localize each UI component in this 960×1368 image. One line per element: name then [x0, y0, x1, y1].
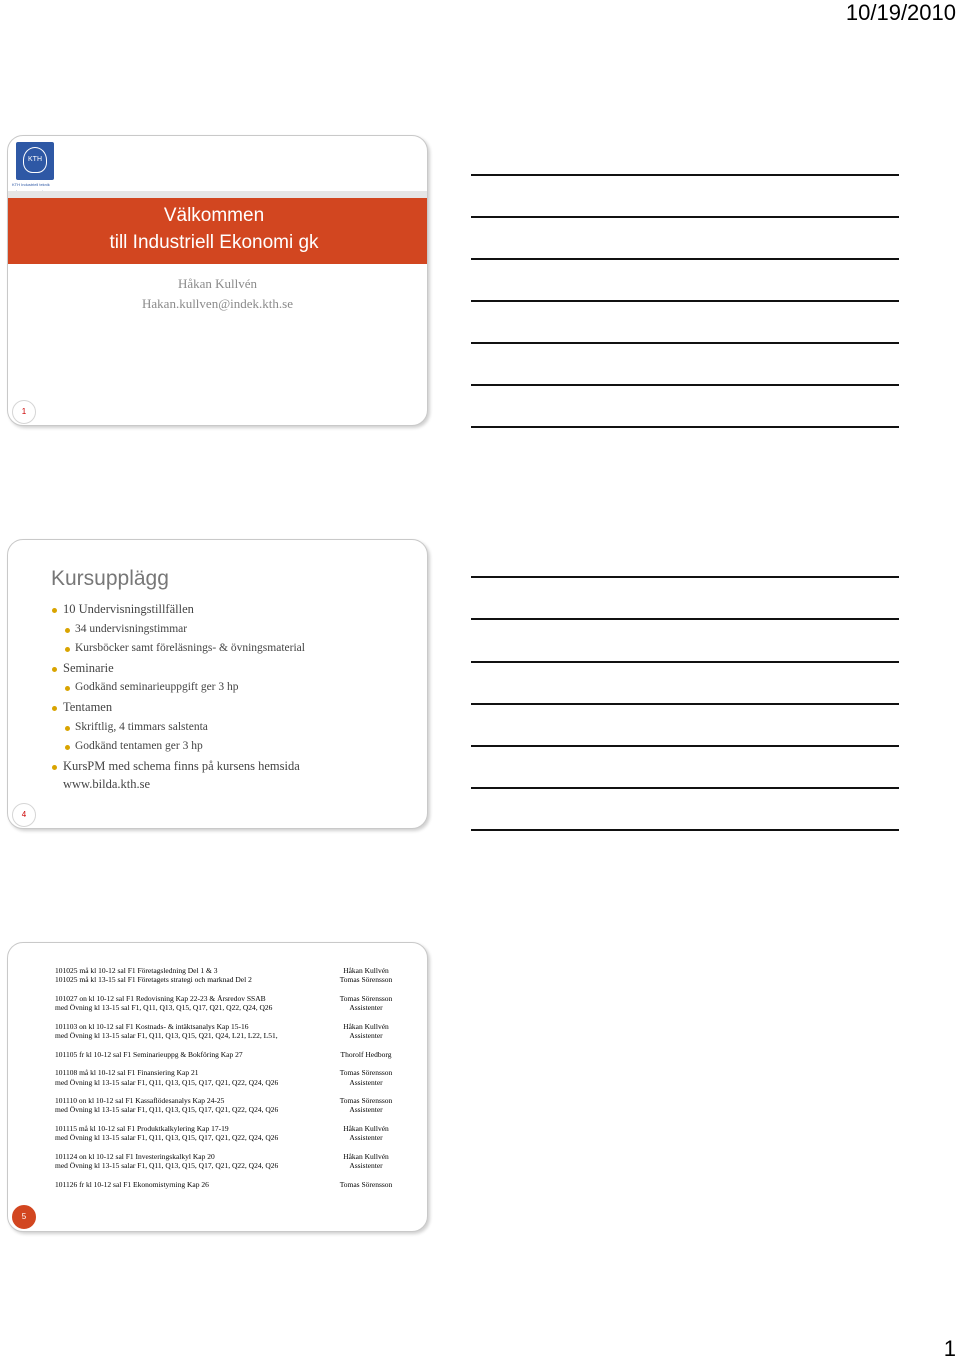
sub-bullet-item: Skriftlig, 4 timmars salstenta: [51, 718, 305, 738]
schedule-lecturer: Assistenter: [349, 1133, 383, 1143]
schedule-lecturer: Tomas Sörensson: [339, 975, 393, 985]
schedule-row: [55, 1161, 399, 1170]
notes-line: [471, 745, 899, 747]
schedule-text: 101025 må kl 13-15 sal F1 Företagets strategi och marknad Del 2: [55, 975, 252, 985]
schedule-text: 101105 fr kl 10-12 sal F1 Seminarieuppg & Bokföring Kap 27: [55, 1049, 243, 1059]
schedule-lecturer: Tomas Sörensson: [339, 1179, 393, 1189]
schedule-row: [55, 1133, 399, 1142]
logo-caption-1: KTH Industriell teknik: [12, 182, 50, 187]
notes-line: [471, 576, 899, 578]
schedule-text: 101124 on kl 10-12 sal F1 Investeringskalkyl Kap 20: [55, 1151, 215, 1161]
schedule-lecturer: Thorolf Hedborg: [340, 1049, 392, 1059]
schedule-text: 101108 må kl 10-12 sal F1 Finansiering Kap 21: [55, 1068, 199, 1078]
schedule-text: med Övning kl 13-15 salar F1, Q11, Q13, Q15, Q17, Q21, Q22, Q24, Q26: [55, 1077, 279, 1087]
author-block: [8, 274, 427, 314]
sub-bullet-item: 34 undervisningstimmar: [51, 620, 305, 640]
schedule-text: 101027 on kl 10-12 sal F1 Redovisning Kap 22-23 & Årsredov SSAB: [55, 993, 266, 1003]
slide-4: [7, 539, 428, 829]
schedule-lecturer: Håkan Kullvén: [343, 966, 389, 975]
schedule-row: [55, 1180, 399, 1189]
slide-title: Kursupplägg: [51, 567, 169, 590]
schedule-row: [55, 1096, 399, 1105]
schedule-text: med Övning kl 13-15 salar F1, Q11, Q13, Q15, Q17, Q21, Q22, Q24, Q26: [55, 1161, 279, 1171]
schedule-lecturer: Assistenter: [349, 1077, 383, 1087]
bullet-continuation: www.bilda.kth.se: [63, 777, 151, 792]
schedule-row: [55, 1124, 399, 1133]
slide-1: [7, 135, 428, 426]
bullet-item: Seminarie: [51, 659, 305, 679]
notes-line: [471, 618, 899, 620]
print-date: 10/19/2010: [845, 0, 956, 25]
schedule-row: [55, 994, 399, 1003]
schedule-text: med Övning kl 13-15 sal F1, Q11, Q13, Q15, Q17, Q21, Q22, Q24, Q26: [55, 1003, 273, 1013]
author-email: Hakan.kullven@indek.kth.se: [142, 296, 293, 311]
schedule-row: [55, 1050, 399, 1059]
author-name: Håkan Kullvén: [177, 276, 258, 291]
notes-line: [471, 258, 899, 260]
schedule-lecturer: Assistenter: [349, 1105, 383, 1115]
schedule-row: [55, 1068, 399, 1077]
notes-line: [471, 174, 899, 176]
header-stripe: [8, 191, 427, 198]
schedule-text: 101115 må kl 10-12 sal F1 Produktkalkylering Kap 17-19: [55, 1124, 229, 1134]
notes-line: [471, 787, 899, 789]
bullet-list: [51, 600, 305, 792]
notes-line: [471, 342, 899, 344]
notes-line: [471, 216, 899, 218]
schedule-text: 101110 on kl 10-12 sal F1 Kassaflödesanalys Kap 24-25: [55, 1096, 225, 1106]
schedule-row: [55, 1003, 399, 1012]
schedule-row: [55, 1105, 399, 1114]
schedule-lecturer: Tomas Sörensson: [339, 993, 393, 1003]
sub-bullet-item: Godkänd seminarieuppgift ger 3 hp: [51, 678, 305, 698]
schedule-lecturer: Håkan Kullvén: [343, 1021, 389, 1031]
schedule-lecturer: Håkan Kullvén: [343, 1124, 389, 1134]
kth-logo-text: KTH: [23, 147, 47, 173]
schedule-text: med Övning kl 13-15 salar F1, Q11, Q13, Q15, Q17, Q21, Q22, Q24, Q26: [55, 1105, 279, 1115]
schedule-text: 101103 on kl 10-12 sal F1 Kostnads- & intäktsanalys Kap 15-16: [55, 1021, 249, 1031]
bullet-item: KursPM med schema finns på kursens hemsida: [51, 757, 305, 777]
schedule-row: [55, 1152, 399, 1161]
sub-bullet-item: Kursböcker samt föreläsnings- & övningsmaterial: [51, 639, 305, 659]
notes-line: [471, 300, 899, 302]
page-number: 1: [943, 1336, 956, 1361]
notes-line: [471, 384, 899, 386]
schedule-lecturer: Tomas Sörensson: [339, 1068, 393, 1078]
slide-5: [7, 942, 428, 1232]
schedule-row: [55, 966, 399, 975]
title-band: [8, 198, 427, 264]
slide-title-line-1: Välkommen: [163, 205, 265, 226]
schedule-text: med Övning kl 13-15 salar F1, Q11, Q13, Q15, Q17, Q21, Q22, Q24, Q26: [55, 1133, 279, 1143]
schedule-lecturer: Håkan Kullvén: [343, 1151, 389, 1161]
schedule-lecturer: Assistenter: [349, 1003, 383, 1013]
schedule-lecturer: Assistenter: [349, 1161, 383, 1171]
schedule-row: [55, 1078, 399, 1087]
slide-number: 5: [12, 1205, 36, 1229]
schedule-text: med Övning kl 13-15 salar F1, Q11, Q13, Q15, Q21, Q24, L21, L22, L51,: [55, 1031, 278, 1041]
notes-line: [471, 703, 899, 705]
slide-number: 4: [12, 803, 36, 827]
notes-line: [471, 661, 899, 663]
notes-line: [471, 426, 899, 428]
bullet-item: Tentamen: [51, 698, 305, 718]
schedule-row: [55, 975, 399, 984]
schedule-row: [55, 1031, 399, 1040]
schedule-lecturer: Assistenter: [349, 1031, 383, 1041]
kth-logo: [12, 142, 57, 194]
slide-title-line-2: till Industriell Ekonomi gk: [109, 232, 319, 253]
schedule-text: 101025 må kl 10-12 sal F1 Företagsledning Del 1 & 3: [55, 966, 218, 975]
notes-line: [471, 829, 899, 831]
bullet-item: 10 Undervisningstillfällen: [51, 600, 305, 620]
schedule-row: [55, 1022, 399, 1031]
schedule-list: [55, 966, 399, 1189]
sub-bullet-item: Godkänd tentamen ger 3 hp: [51, 737, 305, 757]
schedule-text: 101126 fr kl 10-12 sal F1 Ekonomistyrning Kap 26: [55, 1179, 209, 1189]
slide-number: 1: [12, 400, 36, 424]
schedule-lecturer: Tomas Sörensson: [339, 1096, 393, 1106]
